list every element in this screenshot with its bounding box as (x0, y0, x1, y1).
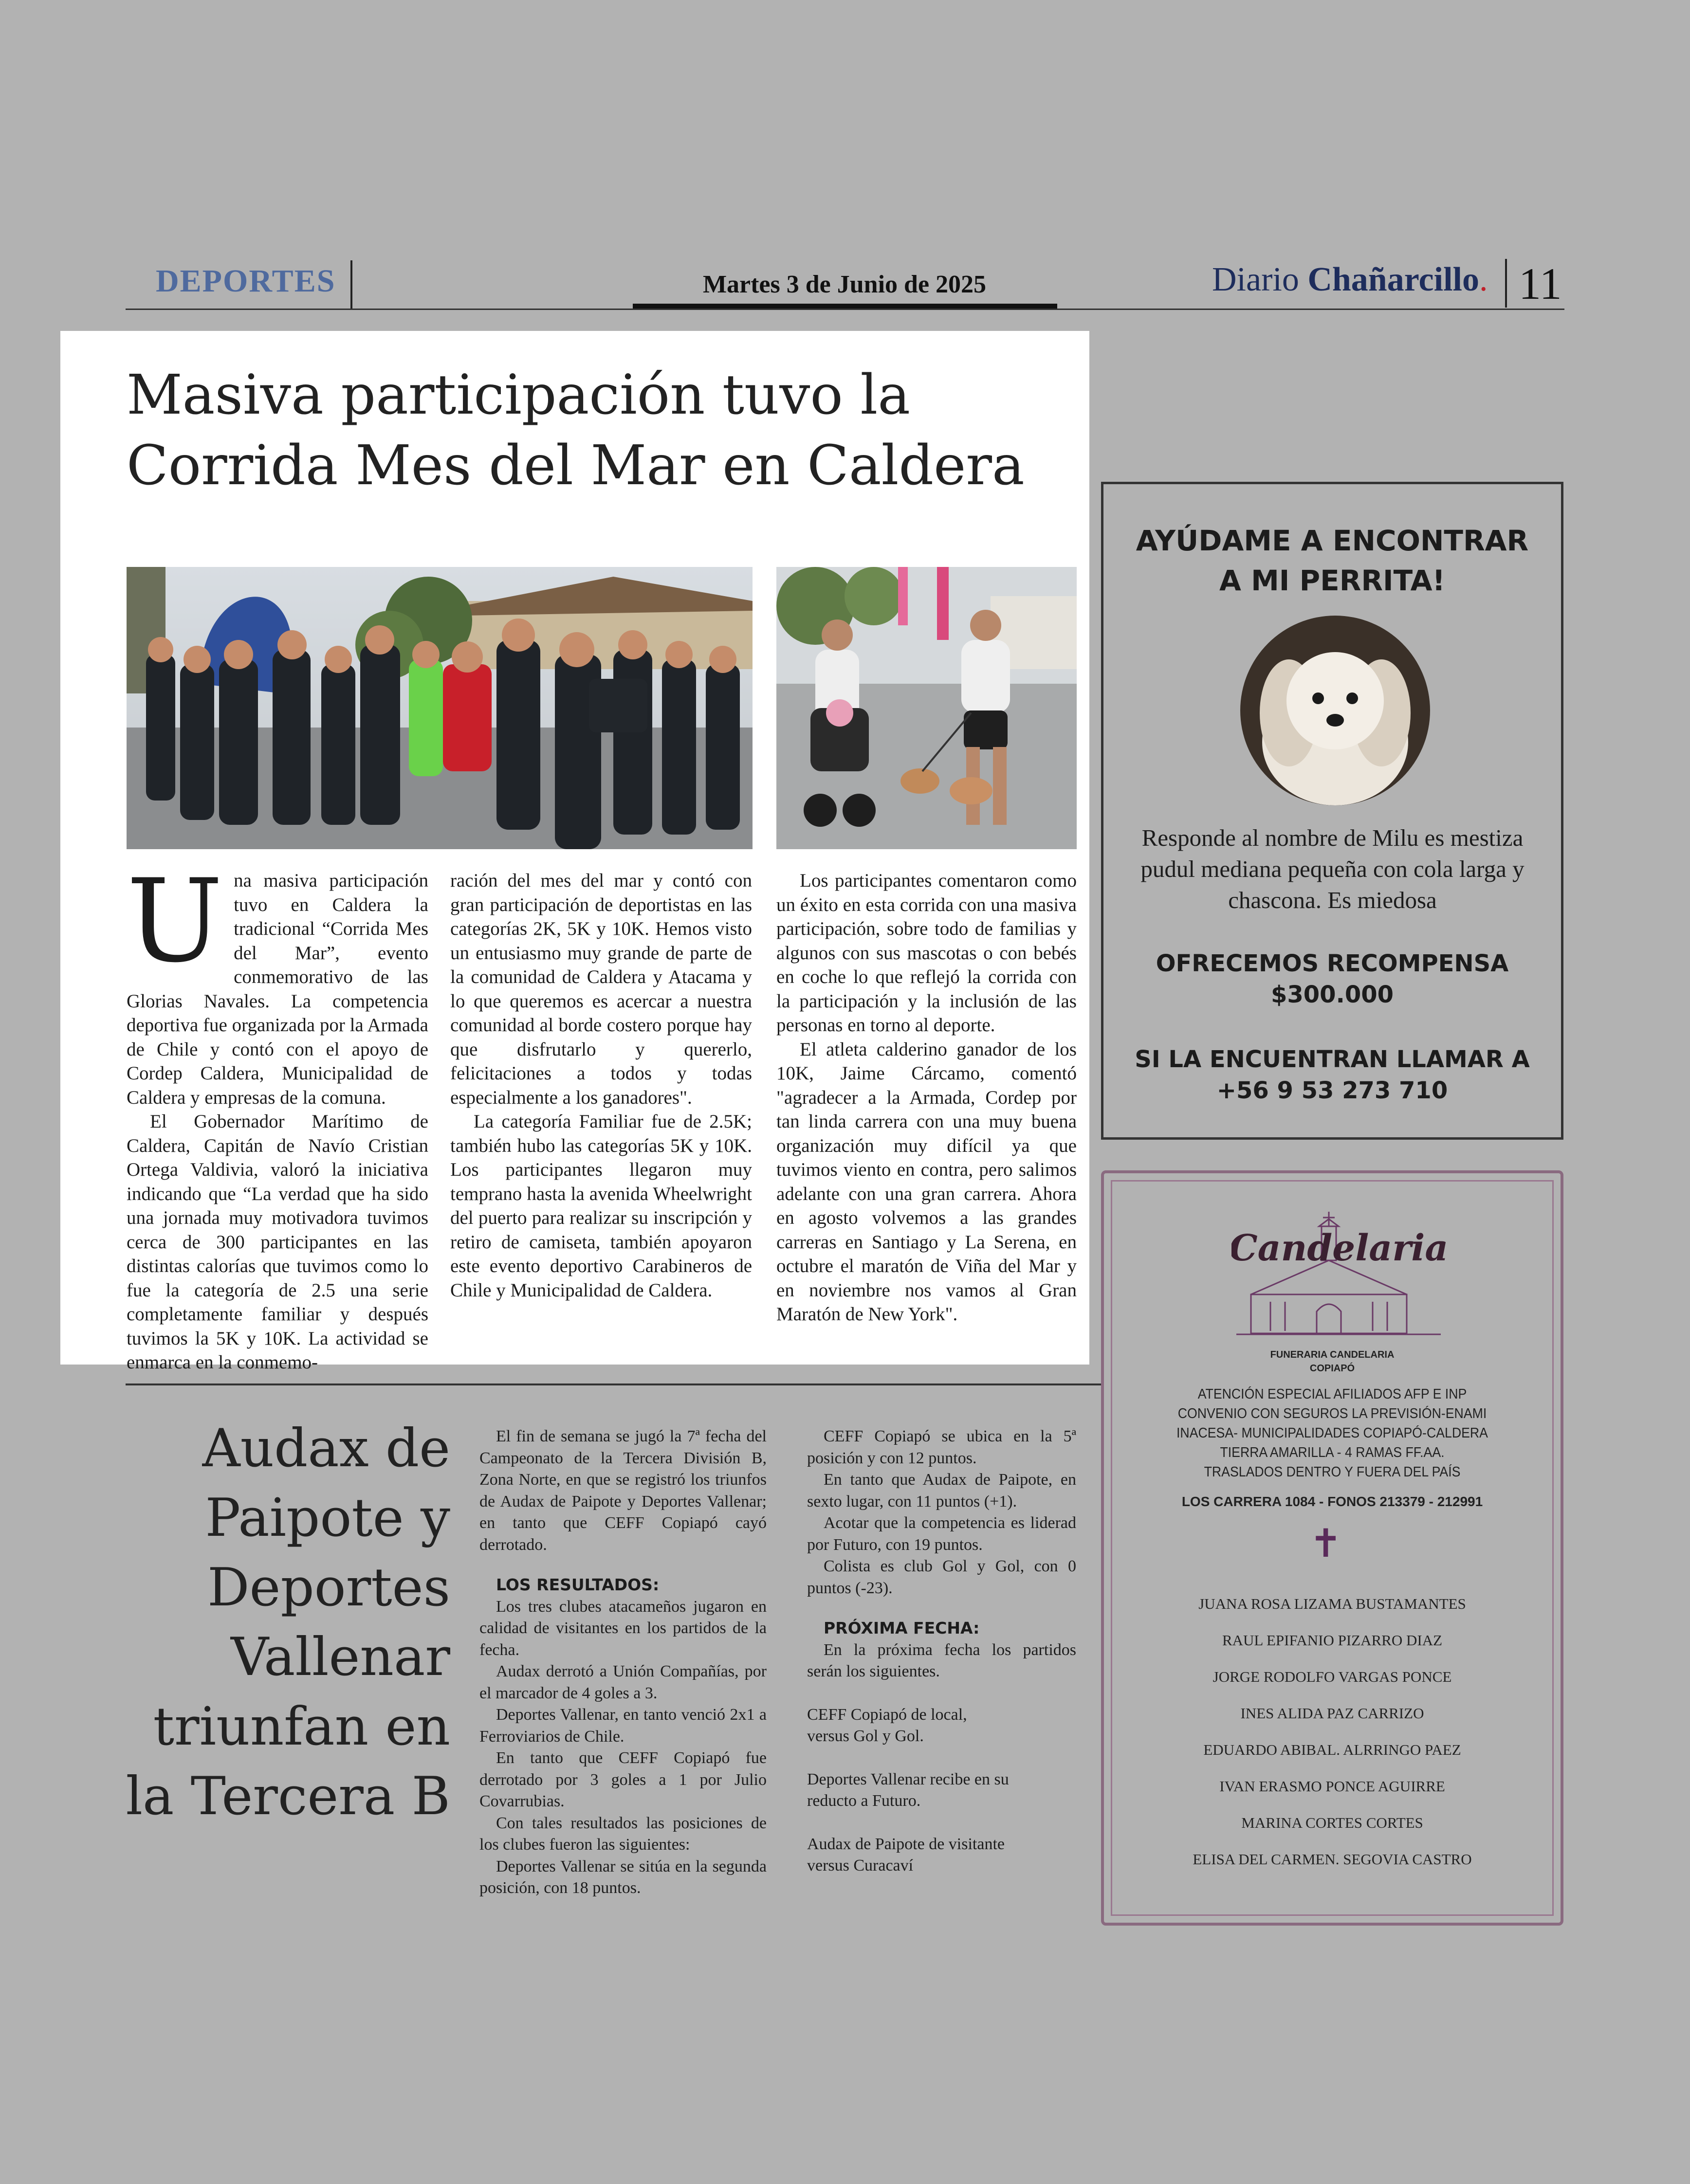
paragraph: En la próxima fecha los partidos serán los siguientes. (807, 1640, 1076, 1680)
list-item: MARINA CORTES CORTES (1241, 1814, 1423, 1831)
list-item: RAUL EPIFANIO PIZARRO DIAZ (1222, 1632, 1443, 1649)
deceased-list (1101, 1585, 1563, 1877)
funeral-home-name: FUNERARIA CANDELARIA COPIAPÓ (1270, 1349, 1395, 1374)
paragraph: Los participantes comentaron como un éxito en esta corrida con una masiva participación, sobre todo de familias y algunos con sus mascotas o con bebés en coche lo que reflejó la corrida con la participación y la inclusión de las personas en torno al deporte. (776, 870, 1077, 1036)
paragraph: ración del mes del mar y contó con gran participación de deportistas en las categorías 2K, 5K y 10K. Hemos visto un entusiasmo muy grande de parte de la comunidad de Caldera y Atacama y lo que queremos es acercar a nuestra comunidad al borde costero porque hay que disfrutarlo y quererlo, felicitaciones a todos y todas especialmente a los ganadores". (450, 870, 752, 1108)
paragraph: El atleta calderino ganador de los 10K, Jaime Cárcamo, comentó "agradecer a la Armada, Cordep por tan linda carrera con una muy buena organización muy difícil ya que tuvimos viento en contra, pero salimos adelante con una gran carrera. Ahora en agosto volvemos a las grandes carreras en Santiago y La Serena, en octubre el maratón de Viña del Mar y en noviembre nos vamos al Gran Maratón de New York". (776, 1038, 1077, 1325)
race-start-photo (127, 567, 753, 849)
paragraph: Con tales resultados las posiciones de los clubes fueron las siguientes: (479, 1814, 767, 1854)
paragraph: La categoría Familiar fue de 2.5K; también hubo las categorías 5K y 10K. Los participantes llegaron muy temprano hasta la avenida Wheelwright del puerto para realizar su inscripción y retiro de camiseta, también apoyaron este evento deportivo Carabineros de Chile y Municipalidad de Caldera. (450, 1111, 752, 1301)
date-underline (633, 304, 1057, 309)
cross-icon: ✝ (1309, 1521, 1342, 1566)
article2-column-2 (807, 1426, 1076, 1877)
paragraph: En tanto que Audax de Paipote, en sexto lugar, con 11 puntos (+1). (807, 1471, 1076, 1511)
article-column-2 (450, 869, 752, 1302)
newspaper-brand: Diario Chañarcillo. (1212, 261, 1488, 298)
family-dogs-photo (776, 567, 1077, 849)
list-item: JORGE RODOLFO VARGAS PONCE (1212, 1668, 1452, 1685)
paragraph: Colista es club Gol y Gol, con 0 puntos (-23). (807, 1557, 1076, 1597)
funeral-info: ATENCIÓN ESPECIAL AFILIADOS AFP E INP CONVENIO CON SEGUROS LA PREVISIÓN-ENAMI INACESA- MUNICIPALIDADES COPIAPÓ-CALDERA TIERRA AMARILLA - 4 RAMAS FF.AA. TRASLADOS DENTRO Y FUERA DEL PAÍS (1176, 1386, 1488, 1480)
paragraph: En tanto que CEFF Copiapó fue derrotado por 3 goles a 1 por Julio Covarrubias. (479, 1749, 767, 1810)
section-label: DEPORTES (156, 263, 336, 299)
paragraph: CEFF Copiapó se ubica en la 5ª posición y con 12 puntos. (807, 1427, 1076, 1467)
funeral-address: LOS CARRERA 1084 - FONOS 213379 - 212991 (1181, 1494, 1483, 1509)
article-headline: Masiva participación tuvo la Corrida Mes del Mar en Caldera (127, 364, 1025, 497)
funeral-logo (1231, 1207, 1446, 1345)
list-item: IVAN ERASMO PONCE AGUIRRE (1219, 1778, 1445, 1795)
paragraph: Los tres clubes atacameños jugaron en calidad de visitantes en los partidos de la fecha. (479, 1597, 767, 1659)
list-item: JUANA ROSA LIZAMA BUSTAMANTES (1198, 1595, 1466, 1612)
article2-column-1 (479, 1426, 767, 1899)
paragraph: El fin de semana se jugó la 7ª fecha del Campeonato de la Tercera División B, Zona Norte, en que se registró los triunfos de Audax de Paipote y Deportes Vallenar; en tanto que CEFF Copiapó cayó derrotado. (479, 1427, 767, 1554)
next-fixtures-subhead: PRÓXIMA FECHA: (824, 1619, 980, 1638)
page-number: 11 (1519, 259, 1562, 309)
article-column-3 (776, 869, 1077, 1327)
dog-description: Responde al nombre de Milu es mestiza pudul mediana pequeña con cola larga y chascona. Es miedosa (1140, 824, 1525, 913)
lost-dog-title: AYÚDAME A ENCONTRAR A MI PERRITA! (1136, 524, 1529, 597)
fixture: Audax de Paipote de visitante versus Curacaví (807, 1835, 1005, 1875)
drop-cap: U (127, 855, 223, 988)
list-item: ELISA DEL CARMEN. SEGOVIA CASTRO (1193, 1851, 1472, 1868)
fixture: Deportes Vallenar recibe en su reducto a Futuro. (807, 1770, 1009, 1810)
results-subhead: LOS RESULTADOS: (496, 1575, 660, 1594)
header-rule (126, 309, 1564, 310)
header-divider (350, 260, 352, 309)
fixture: CEFF Copiapó de local, versus Gol y Gol. (807, 1705, 967, 1745)
list-item: EDUARDO ABIBAL. ALRRINGO PAEZ (1203, 1741, 1461, 1758)
issue-date: Martes 3 de Junio de 2025 (702, 271, 987, 298)
list-item: INES ALIDA PAZ CARRIZO (1240, 1705, 1424, 1722)
dog-photo (1240, 616, 1430, 805)
paragraph: Acotar que la competencia es liderad por Futuro, con 19 puntos. (807, 1514, 1076, 1554)
reward-offer: OFRECEMOS RECOMPENSA $300.000 (1156, 950, 1509, 1008)
paragraph: na masiva participación tuvo en Caldera la tradicional “Corrida Mes del Mar”, evento conmemorativo de las Glorias Navales. La competencia deportiva fue organizada por la Armada de Chile y contó con el apoyo de Cordep Caldera, Municipalidad de Caldera y empresas de la comuna. (127, 870, 428, 1108)
contact-phone: SI LA ENCUENTRAN LLAMAR A +56 9 53 273 710 (1135, 1046, 1530, 1104)
paragraph: Deportes Vallenar se sitúa en la segunda posición, con 18 puntos. (479, 1857, 767, 1897)
header-divider-2 (1505, 259, 1507, 308)
funeral-logo-text: Candelaria (1231, 1227, 1446, 1269)
paragraph: El Gobernador Marítimo de Caldera, Capitán de Navío Cristian Ortega Valdivia, valoró la iniciativa indicando que “La verdad que ha sido una jornada muy motivadora tuvimos cerca de 300 participantes en las distintas calorías que tuvimos como lo fue la categoría de 2.5 una serie completamente familiar y después tuvimos la 5K y 10K. La actividad se enmarca en la conmemo- (127, 1111, 428, 1373)
article-column-1 (127, 855, 428, 1375)
section-rule (126, 1383, 1101, 1385)
paragraph: Audax derrotó a Unión Compañías, por el marcador de 4 goles a 3. (479, 1662, 767, 1702)
article2-headline: Audax de Paipote y Deportes Vallenar triunfan en la Tercera B (126, 1418, 450, 1827)
paragraph: Deportes Vallenar, en tanto venció 2x1 a Ferroviarios de Chile. (479, 1706, 767, 1746)
